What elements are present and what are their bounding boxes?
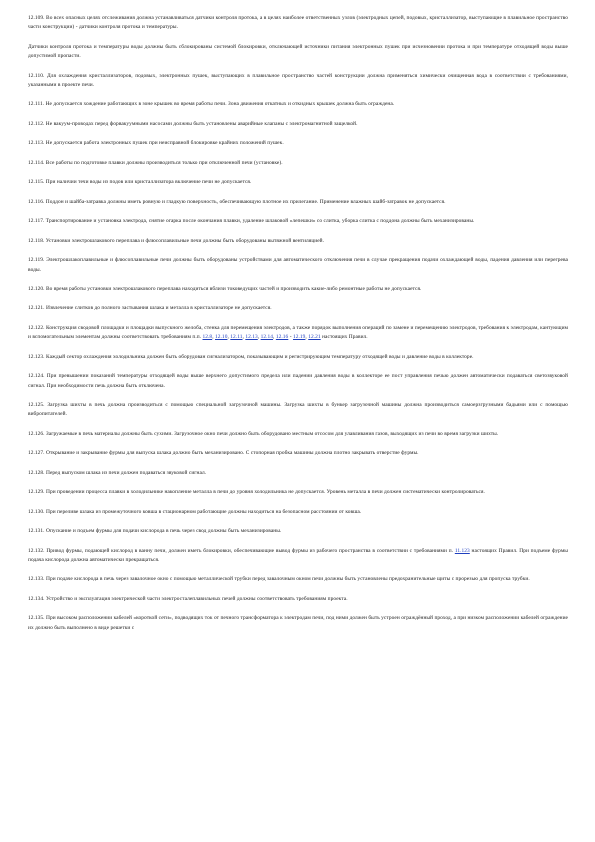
section-reference-link[interactable]: 12.10 [215, 334, 228, 341]
paragraph [28, 159, 568, 168]
paragraph [28, 614, 568, 633]
paragraph [28, 324, 568, 343]
paragraph [28, 469, 568, 478]
section-reference-link[interactable]: 12.16 [275, 334, 289, 341]
section-reference-link[interactable]: 12.8 [202, 334, 213, 341]
paragraph-text: настоящих Правил. [320, 334, 368, 341]
paragraph-text: 12.128. Перед выпуском шлака из печи должен подаваться звуковой сигнал. [28, 469, 207, 476]
paragraph-text: 12.135. При высоком расположении кабелей «короткой сети», подводящих ток от печного трансформатора к электродам печи, под ними должен быть устроен ограждённый проход, а при низком расположении кабелей ограждение их должно быть выполнено в виде решетки с [28, 615, 568, 631]
paragraph [28, 256, 568, 275]
section-reference-link[interactable]: 12.11 [230, 334, 243, 341]
paragraph-text: 12.130. При переливе шлака из промежуточного ковша в стационарном работающие должны находиться на безопасном расстоянии от ковша. [28, 508, 362, 515]
paragraph-text: 12.116. Поддон и шайба-затравка должны иметь ровную и гладкую поверхность, обеспечивающую плотное их прилегание. Применение влажных шайб-затравок не допускается. [28, 198, 446, 205]
paragraph-text: , [242, 334, 246, 341]
paragraph-text: Датчики контроля протока и температуры воды должны быть сблокированы системой блокировки, отключающей источники питания электронных пушек при исчезновении протока и при температуре отходящей воды выше допустимой пропасти. [28, 43, 568, 60]
paragraph-text: 12.133. При подаче кислорода в печь через завалочное окно с помощью металлической трубки перед завалочным окном печи должны быть установлены предохранительные щиты с прорезью для пропуска трубки. [28, 576, 530, 583]
paragraph-text: , [257, 334, 261, 341]
paragraph-text: 12.118. Установки электрошлакового переплава и флюсоплавильные печи должны быть оборудованы вытяжной вентиляцией. [28, 237, 325, 244]
paragraph-text: 12.112. Не вакуум-проводах перед форвакуумными насосами должны быть установлены аварийные клапаны с электромагнитной защелкой. [28, 120, 358, 127]
paragraph [28, 401, 568, 420]
document-body [28, 14, 568, 643]
paragraph-text: 12.126. Загружаемые в печь материалы должны быть сухими. Загрузочное окно печи должно быть оборудовано местным отсосом для улавливания газов, выходящих из печи во время загрузки шихты. [28, 430, 499, 437]
paragraph-text: 12.132. Привод фурмы, подающей кислород в ванну печи, должен иметь блокировки, обеспечивающие вывод фурмы из рабочего пространства в соответствии с требованиями п. [28, 547, 455, 554]
paragraph [28, 285, 568, 294]
paragraph-text: 12.113. Не допускается работа электронных пушек при неисправной блокировке крайних положений пушек. [28, 140, 284, 147]
paragraph [28, 217, 568, 226]
paragraph [28, 120, 568, 129]
paragraph [28, 449, 568, 458]
paragraph-text: 12.109. Во всех опасных целях отслеживания должна устанавливаться датчики контроля протока, а в целях наиболее ответственных узлов (электродных цепей, подовых, кристаллизатор, выступающие в плавильное пространство части конструкции) - датчики контроля протока и температуры. [28, 15, 568, 31]
paragraph [28, 508, 568, 517]
paragraph [28, 139, 568, 148]
paragraph [28, 595, 568, 604]
paragraph-text: 12.115. При наличии течи воды из подов или кристаллизатора включение печи не допускается. [28, 179, 252, 186]
paragraph-text: 12.114. Все работы по подготовке плавки должны производиться только при отключенной печи (установке). [28, 159, 283, 166]
paragraph-text: 12.110. Для охлаждения кристаллизаторов, подовых, электронных пушек, выступающих в плавильное пространство частей конструкции должна применяться химически очищенная вода в соответствии с требованиями, указанными в проекте печи. [28, 72, 568, 88]
paragraph-text: 12.120. Во время работы установки электрошлакового переплава находиться вблизи токоведущих частей и производить какие-либо ремонтные работы не допускается. [28, 286, 422, 292]
paragraph-text: , [212, 334, 216, 341]
paragraph [28, 178, 568, 187]
paragraph [28, 14, 568, 33]
paragraph-text: , [305, 334, 309, 341]
paragraph [28, 237, 568, 246]
paragraph [28, 547, 568, 566]
paragraph-text: 12.131. Опускание и подъем фурмы для подачи кислорода в печь через свод должны быть механизированы. [28, 528, 282, 535]
paragraph-text: настоящих Правил. При подъеме фурмы подача кислорода должна автоматически прекращаться. [28, 547, 568, 563]
paragraph [28, 72, 568, 91]
paragraph [28, 353, 568, 362]
section-reference-link[interactable]: 11.123 [454, 547, 470, 554]
section-reference-link[interactable]: 12.13 [245, 334, 258, 341]
paragraph-text: 12.127. Открывание и закрывание фурмы для выпуска шлака должно быть механизировано. С стопорная пробка машины должна плотно закрывать отверстие фурмы. [28, 450, 419, 457]
paragraph-text: 12.129. При проведении процесса плавки в холодильнике накопление металла в печи до уровня холодильника не допускается. Уровень металла в печи должен систематически контролироваться. [28, 489, 485, 496]
paragraph-text: 12.121. Извлечение слитков до полного застывания шлака и металла в кристаллизаторе не допускается. [28, 305, 272, 312]
paragraph-text: 12.122. Конструкция сводовой площадки и площадки выпускного желоба, стенка для перемещения электродов, а также порядок выполнения операций по замене и перемещению электродов, требования к электродам, кантующим и вспомогательным элементам должны соответствовать требованиям п.п. [28, 324, 568, 341]
paragraph-text: , [227, 334, 231, 341]
paragraph [28, 575, 568, 584]
paragraph [28, 527, 568, 536]
paragraph-text: 12.117. Транспортирование и установка электрода, снятие огарка после окончания плавки, удаление шлаковой «лепешки» со слитка, уборка слитка с поддона должны быть механизированы. [28, 218, 475, 225]
paragraph-text: 12.123. Каждый сектор охлаждения холодильника должен быть оборудован сигнализатором, показывающим и регистрирующим температуру отходящей воды и давление воды в коллекторе. [28, 353, 474, 360]
paragraph [28, 198, 568, 207]
paragraph-text: , [273, 334, 276, 341]
paragraph [28, 304, 568, 313]
paragraph-text: 12.119. Электрошлакоплавильные и флюсоплавильные печи должны быть оборудованы устройствами для автоматического отключения печи в случае прекращения подачи охлаждающей воды, падения давления или перегрева воды. [28, 257, 568, 273]
paragraph [28, 430, 568, 439]
paragraph [28, 43, 568, 62]
section-reference-link[interactable]: 12.19 [292, 334, 306, 341]
paragraph [28, 100, 568, 109]
paragraph [28, 372, 568, 391]
paragraph-text: - [288, 334, 293, 341]
paragraph [28, 488, 568, 497]
section-reference-link[interactable]: 12.21 [308, 334, 321, 341]
paragraph-text: 12.111. Не допускается хождение работающих в зоне крышек во время работы печи. Зона движения откатных и откидных крышек должна быть ограждена. [28, 101, 395, 108]
paragraph-text: 12.125. Загрузка шихты в печь должна производиться с помощью специальной загрузочной машины. Загрузка шихты в бункер загрузочной машины должна производиться самоерзгрузными бадьями или с помощью вибропитателей. [28, 402, 568, 418]
paragraph-text: 12.124. При превышении показаний температуры отходящей воды выше верхнего допустимого предела или падении давления воды в коллекторе ее пост управления печью должен автоматически подаваться светозвуковой сигнал. При необходимости печь должна быть отключена. [28, 373, 568, 389]
paragraph-text: 12.134. Устройство и эксплуатация электрической части электросталеплавильных печей должны соответствовать требованиям проекта. [28, 595, 348, 602]
section-reference-link[interactable]: 12.14 [260, 334, 274, 341]
